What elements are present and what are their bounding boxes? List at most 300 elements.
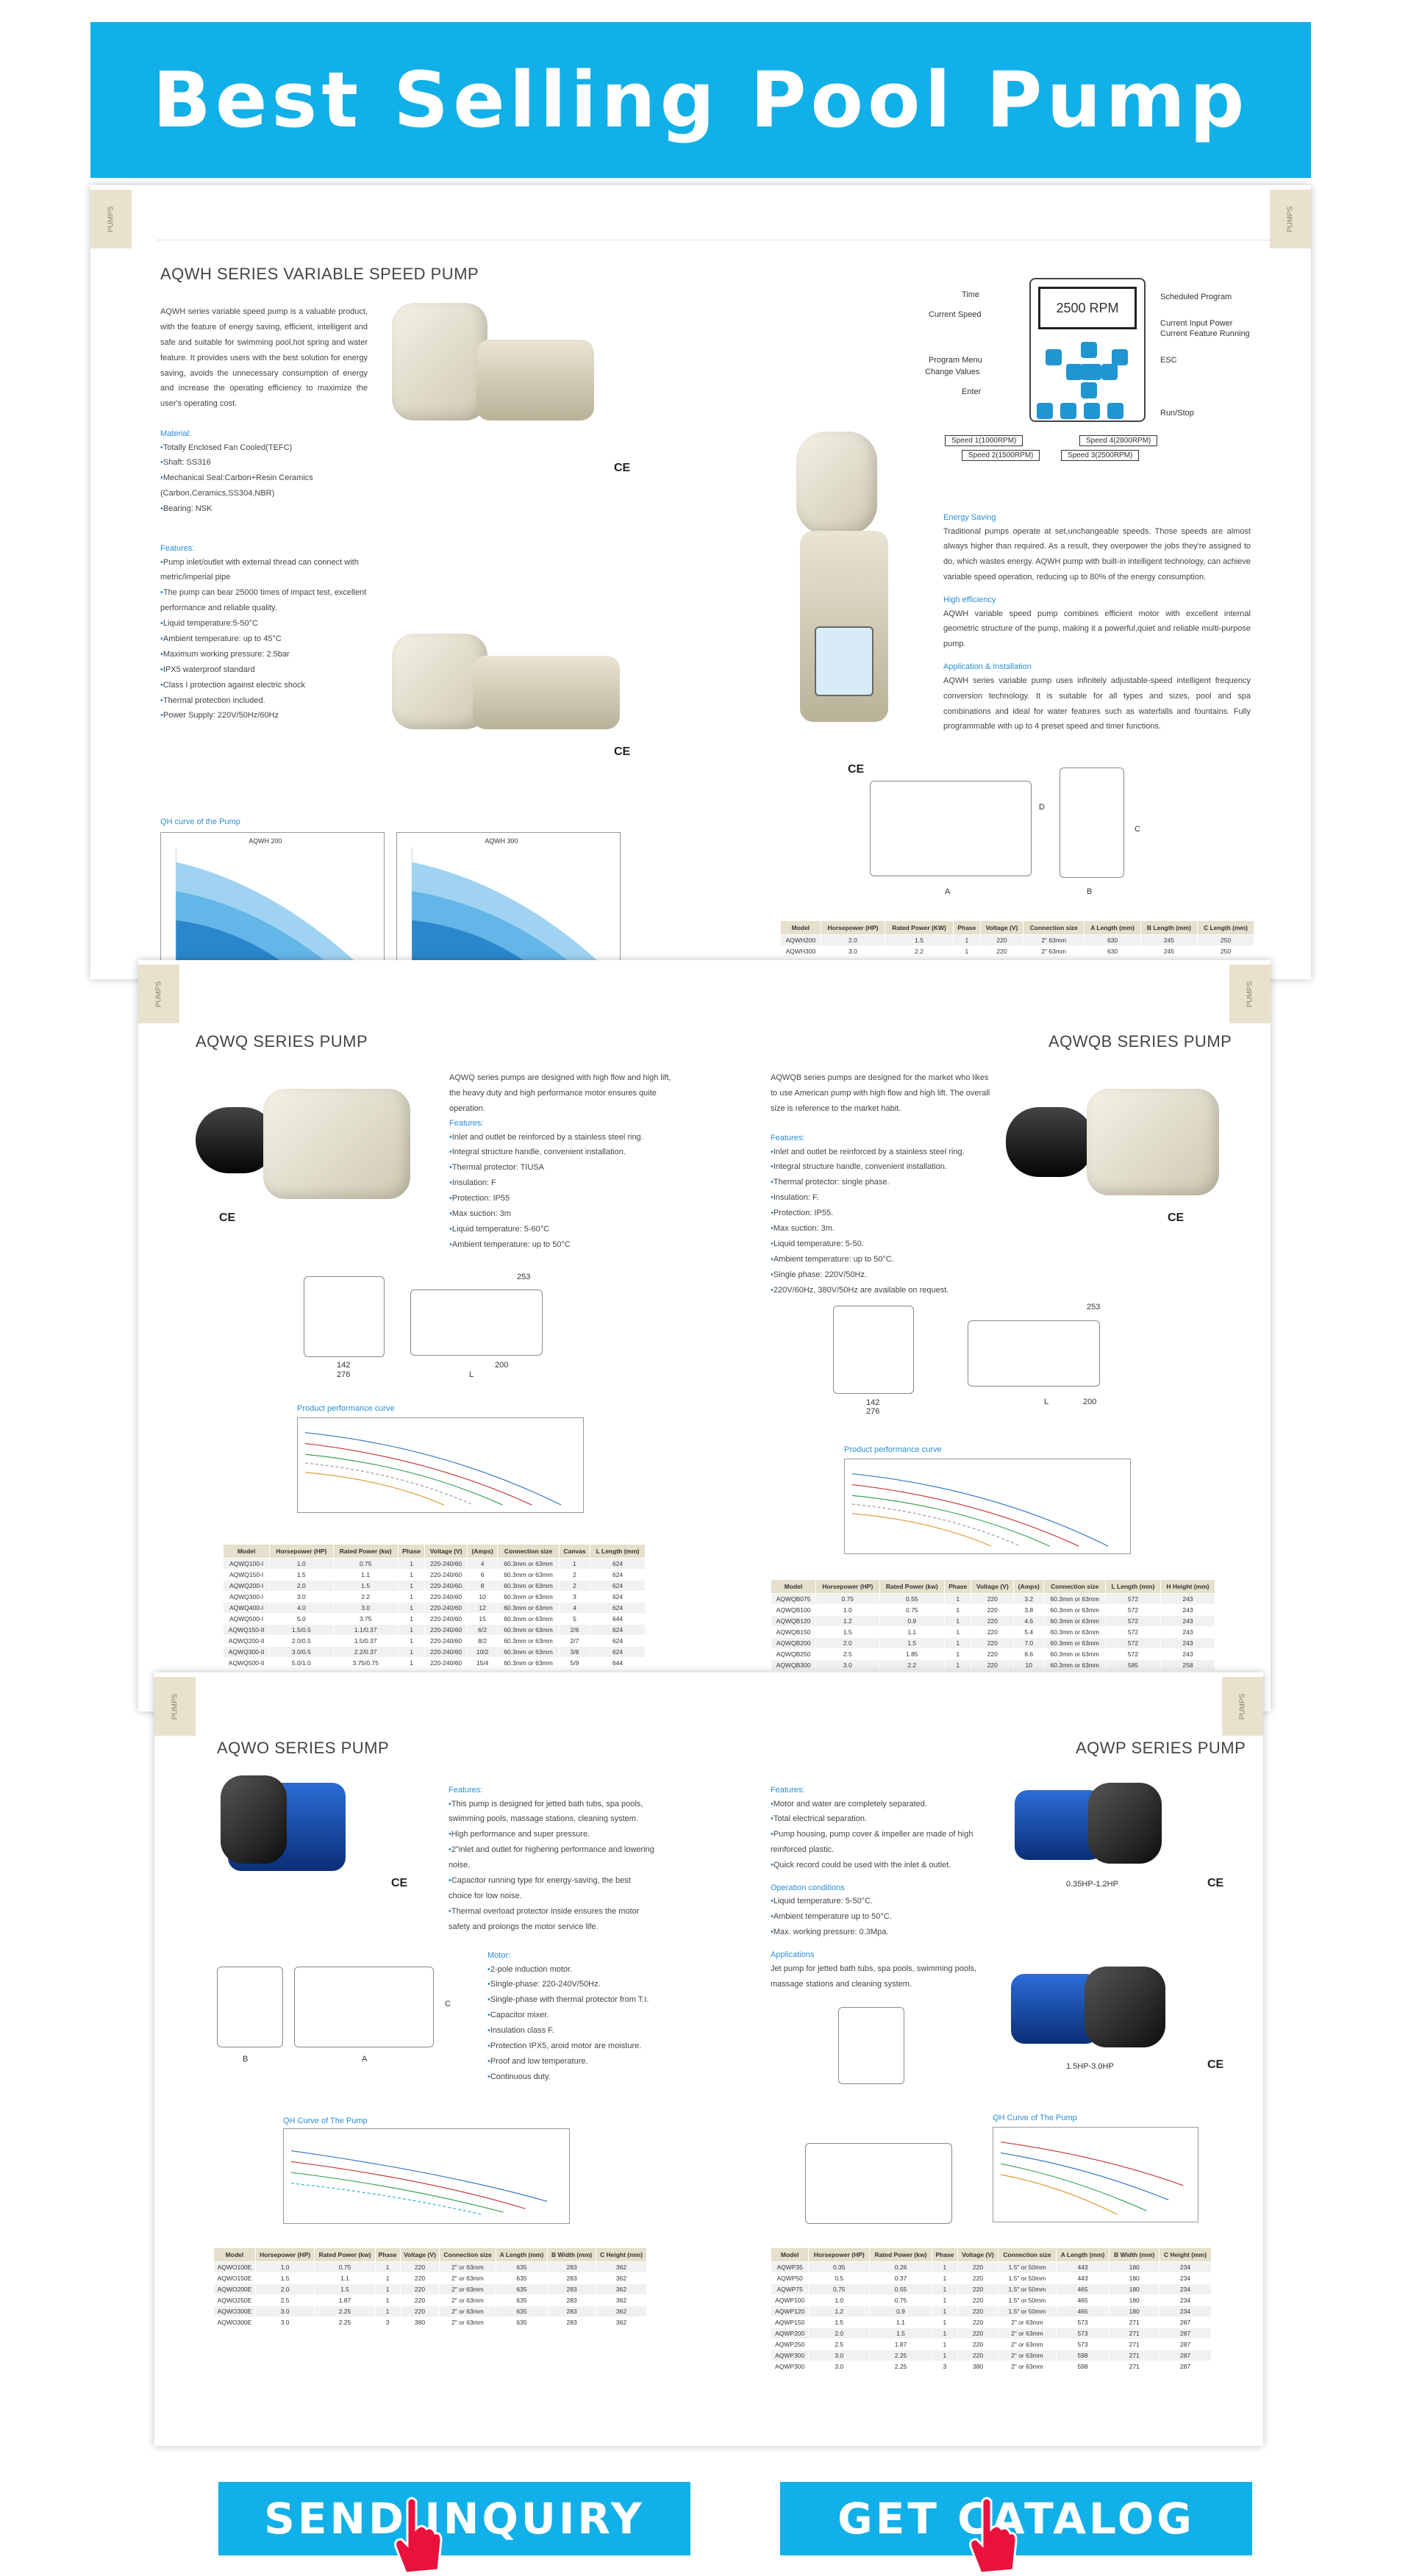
section-title-right: AQWQB SERIES PUMP — [1048, 1032, 1232, 1051]
table-cell: 624 — [590, 1636, 646, 1647]
aqwqb-drawing-front — [833, 1306, 914, 1394]
curve-label-right: Product performance curve — [844, 1445, 942, 1454]
table-cell: AQWP150 — [771, 2317, 809, 2328]
table-cell: 1.0 — [270, 1559, 333, 1570]
table-cell: 283 — [548, 2317, 596, 2328]
table-header: Model — [781, 921, 821, 935]
table-cell: 243 — [1160, 1638, 1215, 1649]
table-header: Connection size — [440, 2248, 496, 2262]
table-row — [771, 2273, 1212, 2284]
table-cell: 635 — [496, 2306, 548, 2317]
table-cell: 271 — [1110, 2328, 1160, 2339]
table-cell: 635 — [496, 2295, 548, 2306]
table-cell: 465 — [1056, 2284, 1110, 2295]
page-title: Best Selling Pool Pump — [152, 55, 1249, 145]
table-header: Connection size — [1023, 921, 1085, 935]
table-cell: 2 — [559, 1581, 590, 1592]
table-cell: 380 — [957, 2361, 998, 2372]
table-header: Model — [771, 2248, 809, 2262]
table-cell: 0.75 — [870, 2295, 932, 2306]
ce-mark: CE — [848, 763, 865, 776]
table-cell: 1.5/0.37 — [333, 1636, 398, 1647]
table-cell: 3.0 — [255, 2317, 314, 2328]
features-block: Features: • Pump inlet/outlet with external thread can connect with metric/imperial pipe • The pump can bear 25000 times of impact test, excellent performance and reliable quality. • Liquid temperature:5-50°C • Ambient temperature: up to 45°C • Maximum working pressure: 2.5bar • IPX5 waterproof standard • Class I protection against electric shock • Thermal protection included. • Power Supply: 220V/50Hz/60Hz — [160, 534, 368, 723]
caption-large: 1.5HP-3.0HP — [1066, 2062, 1114, 2071]
table-cell: 1 — [945, 1605, 971, 1616]
table-cell: 243 — [1160, 1594, 1215, 1605]
table-cell: 0.75 — [809, 2284, 870, 2295]
table-cell: 1 — [932, 2262, 957, 2273]
table-cell: 1 — [945, 1638, 971, 1649]
table-header: Voltage (V) — [957, 2248, 998, 2262]
table-header: L Length (mm) — [1106, 1580, 1161, 1594]
table-row — [214, 2262, 647, 2273]
table-header: Phase — [375, 2248, 400, 2262]
table-cell: 3.0 — [809, 2361, 870, 2372]
table-cell: 2/6 — [559, 1625, 590, 1636]
table-cell: AQWH200 — [781, 935, 821, 946]
table-cell: 220-240/60 — [425, 1625, 468, 1636]
aqwo-drawing-side — [294, 1967, 434, 2047]
table-cell: 271 — [1110, 2350, 1160, 2361]
vs-pump-panel — [815, 626, 873, 696]
table-cell: 3 — [559, 1592, 590, 1603]
table-cell: 1.5 — [333, 1581, 398, 1592]
table-cell: AQWP300 — [771, 2361, 809, 2372]
table-header: C Height (mm) — [1160, 2248, 1212, 2262]
table-row — [224, 1603, 646, 1614]
table-cell: 60.3mm or 63mm — [498, 1647, 560, 1658]
table-cell: 180 — [1110, 2262, 1160, 2273]
table-cell: AQWQB300 — [771, 1660, 816, 1671]
chart-title: AQWH 200 — [249, 837, 282, 845]
table-cell: 2.0 — [821, 935, 885, 946]
table-header: Model — [224, 1545, 270, 1559]
table-cell: 1 — [375, 2284, 400, 2295]
table-cell: 60.3mm or 63mm — [1044, 1627, 1106, 1638]
ce-mark: CE — [1207, 2058, 1224, 2071]
table-cell: 220 — [957, 2339, 998, 2350]
table-cell: 271 — [1110, 2361, 1160, 2372]
aqwo-pump-housing — [221, 1775, 287, 1864]
table-row — [771, 1649, 1215, 1660]
table-cell: 220 — [400, 2284, 440, 2295]
table-cell: AQWQB120 — [771, 1616, 816, 1627]
table-cell: AQWQ200-I — [224, 1581, 270, 1592]
table-row — [771, 1616, 1215, 1627]
table-cell: 2" or 63mm — [998, 2350, 1057, 2361]
table-cell: 1.1 — [870, 2317, 932, 2328]
dimension-drawing-front — [1060, 768, 1124, 878]
aqwp-spec-table — [771, 2247, 1212, 2372]
table-cell: 243 — [1160, 1649, 1215, 1660]
table-row — [771, 2339, 1212, 2350]
table-cell: 1 — [398, 1614, 424, 1625]
table-cell: 243 — [1160, 1605, 1215, 1616]
table-header: Horsepower (HP) — [270, 1545, 333, 1559]
table-cell: 60.3mm or 63mm — [498, 1625, 560, 1636]
table-cell: 220 — [971, 1605, 1014, 1616]
table-cell: 220 — [400, 2262, 440, 2273]
table-cell: AQWQ150-II — [224, 1625, 270, 1636]
table-row — [771, 1594, 1215, 1605]
table-cell: 4 — [559, 1603, 590, 1614]
motor-block: Motor: • 2-pole induction motor. • Single-phase: 220-240V/50Hz. • Single-phase with thermal protector from T.I. • Capacitor mixer. • Insulation class F. • Protection IPX5, aroid motor are moisture. • Proof and low temperature. • Continuous duty. — [487, 1941, 664, 2085]
table-cell: 624 — [590, 1592, 646, 1603]
table-header: L Length (mm) — [590, 1545, 646, 1559]
table-cell: 60.3mm or 63mm — [1044, 1616, 1106, 1627]
table-row — [224, 1647, 646, 1658]
qh-curve-label-right: QH Curve of The Pump — [993, 2114, 1077, 2122]
table-cell: 1 — [398, 1603, 424, 1614]
aqwq-intro: AQWQ series pumps are designed with high flow and high lift, the heavy duty and high performance motor ensures quite operation. — [449, 1073, 671, 1113]
table-cell: 60.3mm or 63mm — [1044, 1649, 1106, 1660]
table-cell: 220 — [957, 2317, 998, 2328]
table-cell: 220-240/60 — [425, 1581, 468, 1592]
aqwq-pump-image — [263, 1089, 410, 1199]
table-cell: 1.5" or 50mm — [998, 2295, 1057, 2306]
table-row — [214, 2273, 647, 2284]
table-row — [781, 935, 1254, 946]
energy-block: Energy Saving Traditional pumps operate at set,unchangeable speeds. Those speeds are almost always higher than required. As a result, they overpower the jobs they're assigned to do, which wastes energy. AQWH pump with built-in intelligent technology, can achieve variable speed operation, reducing up to 80% of the energy consumption. High efficiency AQWH variable speed pump combines efficient motor with excellent internal geometric structure of the pump, making it a powerful,quiet and reliable multi-purpose pump. Application & Installation AQWH series variable pump uses infinitely adjustable-speed intelligent frequency conversion technology. It is suitable for all types and sizes, pool and spa combinations and ideal for water features such as waterfalls and fountains. Fully programmable with up to 4 preset speed and timer functions. — [943, 513, 1251, 731]
table-cell: 1.87 — [870, 2339, 932, 2350]
table-cell: AQWO100E — [214, 2262, 256, 2273]
table-cell: 2" 63mm — [1023, 935, 1085, 946]
table-cell: 2 — [559, 1570, 590, 1581]
table-cell: 1.5 — [809, 2317, 870, 2328]
aqwq-spec-table — [223, 1544, 646, 1669]
table-cell: 180 — [1110, 2284, 1160, 2295]
aqwqb-curve-chart — [844, 1459, 1131, 1554]
table-cell: 2.0 — [809, 2328, 870, 2339]
table-cell: AQWH300 — [781, 946, 821, 957]
table-header: A Length (mm) — [1085, 921, 1141, 935]
table-header: Phase — [398, 1545, 424, 1559]
table-cell: AQWQ100-I — [224, 1559, 270, 1570]
table-header: Voltage (V) — [400, 2248, 440, 2262]
table-cell: 1.5 — [870, 2328, 932, 2339]
table-cell: AQWP35 — [771, 2262, 809, 2273]
table-cell: 624 — [590, 1559, 646, 1570]
table-cell: AQWP75 — [771, 2284, 809, 2295]
table-cell: 1 — [953, 935, 980, 946]
table-cell: 624 — [590, 1581, 646, 1592]
table-row — [781, 946, 1254, 957]
table-header: Rated Power (kw) — [333, 1545, 398, 1559]
table-cell: 3.0 — [809, 2350, 870, 2361]
table-cell: 287 — [1160, 2339, 1212, 2350]
table-cell: 2.0 — [255, 2284, 314, 2295]
table-header: Model — [771, 1580, 816, 1594]
table-cell: 15/4 — [467, 1658, 497, 1669]
table-header: Horsepower (HP) — [821, 921, 885, 935]
table-cell: 10 — [467, 1592, 497, 1603]
table-cell: 624 — [590, 1570, 646, 1581]
table-cell: 624 — [590, 1603, 646, 1614]
table-cell: 1 — [932, 2273, 957, 2284]
ce-mark: CE — [391, 1877, 408, 1889]
qh-chart-aqwh200 — [160, 832, 385, 976]
table-cell: 465 — [1056, 2295, 1110, 2306]
table-cell: 60.3mm or 63mm — [498, 1614, 560, 1625]
table-header: Rated Power (KW) — [885, 921, 954, 935]
table-cell: 0.55 — [870, 2284, 932, 2295]
table-cell: 3/8 — [559, 1647, 590, 1658]
aqwqb-intro: AQWQB series pumps are designed for the market who likes to use American pump with high flow and high lift. The overall size is reference to the market habit. — [771, 1073, 990, 1113]
aqwqb-motor — [1006, 1107, 1094, 1177]
table-cell: 3.0 — [270, 1592, 333, 1603]
table-cell: 2.5 — [809, 2339, 870, 2350]
table-header: Model — [214, 2248, 256, 2262]
rpm-display: 2500 RPM — [1038, 287, 1137, 329]
table-cell: 2.0 — [270, 1581, 333, 1592]
table-cell: 3.2 — [1014, 1594, 1044, 1605]
table-cell: 2" or 63mm — [998, 2361, 1057, 2372]
table-row — [771, 1660, 1215, 1671]
table-cell: 258 — [1160, 1660, 1215, 1671]
table-header: Voltage (V) — [425, 1545, 468, 1559]
table-cell: 1.1 — [879, 1627, 945, 1638]
table-cell: 287 — [1160, 2350, 1212, 2361]
table-cell: 220 — [971, 1660, 1014, 1671]
table-cell: 220 — [400, 2273, 440, 2284]
table-cell: 220 — [957, 2350, 998, 2361]
table-cell: 3.0 — [816, 1660, 879, 1671]
table-header: C Height (mm) — [596, 2248, 647, 2262]
table-cell: 362 — [596, 2273, 647, 2284]
table-cell: 220 — [971, 1627, 1014, 1638]
table-cell: 1 — [398, 1559, 424, 1570]
aqwp-pump-small-housing — [1088, 1783, 1162, 1864]
table-cell: 60.3mm or 63mm — [1044, 1660, 1106, 1671]
table-cell: 1 — [945, 1660, 971, 1671]
table-cell: 234 — [1160, 2295, 1212, 2306]
vs-pump-image — [796, 432, 877, 534]
table-cell: AQWP300 — [771, 2350, 809, 2361]
table-cell: 243 — [1160, 1616, 1215, 1627]
table-cell: 60.3mm or 63mm — [1044, 1594, 1106, 1605]
table-cell: AQWQ200-II — [224, 1636, 270, 1647]
table-cell: 1 — [945, 1627, 971, 1638]
section-title-left: AQWO SERIES PUMP — [217, 1739, 390, 1757]
send-inquiry-button[interactable]: SEND INQUIRY — [218, 2482, 690, 2555]
table-cell: 1.5" or 50mm — [998, 2284, 1057, 2295]
table-header: Canvas — [559, 1545, 590, 1559]
table-cell: 624 — [590, 1647, 646, 1658]
table-row — [224, 1625, 646, 1636]
table-cell: 287 — [1160, 2328, 1212, 2339]
table-cell: AQWO300E — [214, 2306, 256, 2317]
table-cell: 1 — [932, 2284, 957, 2295]
pump-motor-1 — [476, 340, 594, 421]
qh-curve-label-left: QH Curve of The Pump — [283, 2117, 368, 2125]
table-row — [224, 1581, 646, 1592]
table-row — [224, 1614, 646, 1625]
table-cell: 1.1/0.37 — [333, 1625, 398, 1636]
ce-mark: CE — [614, 745, 631, 758]
table-cell: 2/7 — [559, 1636, 590, 1647]
table-cell: 0.35 — [809, 2262, 870, 2273]
table-cell: 1.85 — [879, 1649, 945, 1660]
table-cell: 2.0/0.5 — [270, 1636, 333, 1647]
table-cell: 0.75 — [333, 1559, 398, 1570]
table-cell: 2" or 63mm — [440, 2295, 496, 2306]
table-row — [771, 2295, 1212, 2306]
ce-mark: CE — [1207, 1877, 1224, 1889]
table-cell: 220-240/60 — [425, 1559, 468, 1570]
aqwo-spec-table — [213, 2247, 647, 2328]
table-cell: 60.3mm or 63mm — [498, 1592, 560, 1603]
table-header: Phase — [945, 1580, 971, 1594]
table-cell: 0.75 — [816, 1594, 879, 1605]
table-cell: 234 — [1160, 2262, 1212, 2273]
page-tab-right: PUMPS — [1222, 1677, 1263, 1736]
table-cell: 443 — [1056, 2273, 1110, 2284]
table-cell: 2" or 63mm — [440, 2317, 496, 2328]
ce-mark: CE — [1168, 1212, 1185, 1224]
table-cell: 0.55 — [879, 1594, 945, 1605]
table-cell: 283 — [548, 2262, 596, 2273]
table-cell: 1.1 — [315, 2273, 375, 2284]
table-row — [771, 2350, 1212, 2361]
table-cell: 2" or 63mm — [998, 2339, 1057, 2350]
aqwqb-spec-table — [771, 1579, 1215, 1671]
table-header: Voltage (V) — [980, 921, 1023, 935]
page-tab-right: PUMPS — [1229, 965, 1271, 1023]
page-tab-right: PUMPS — [1270, 190, 1311, 248]
table-cell: AQWP100 — [771, 2295, 809, 2306]
aqwq-features: Features: • Inlet and outlet be reinforced by a stainless steel ring. • Integral structure handle, convenient installation. • Thermal protector: TIUSA • Insulation: F • Protection: IP55 • Max suction: 3m • Liquid temperature: 5-60°C • Ambient temperature: up to 50°C — [449, 1109, 671, 1253]
table-cell: 283 — [548, 2295, 596, 2306]
table-cell: 60.3mm or 63mm — [498, 1658, 560, 1669]
table-cell: 8.6 — [1014, 1649, 1044, 1660]
page-tab-left: PUMPS — [90, 190, 132, 248]
table-cell: 5.0/1.0 — [270, 1658, 333, 1669]
table-cell: 1 — [398, 1625, 424, 1636]
table-cell: 12 — [467, 1603, 497, 1614]
table-cell: 220 — [980, 935, 1023, 946]
table-cell: 180 — [1110, 2306, 1160, 2317]
aqwq-drawing-side — [410, 1289, 543, 1356]
table-cell: AQWP120 — [771, 2306, 809, 2317]
table-cell: 1.0 — [809, 2295, 870, 2306]
table-cell: 4.6 — [1014, 1616, 1044, 1627]
table-cell: 3.0 — [255, 2306, 314, 2317]
table-cell: 220-240/60 — [425, 1647, 468, 1658]
table-cell: 243 — [1160, 1627, 1215, 1638]
table-cell: 1.5" or 50mm — [998, 2262, 1057, 2273]
table-header: Phase — [932, 2248, 957, 2262]
table-cell: 220 — [971, 1594, 1014, 1605]
table-cell: AQWP250 — [771, 2339, 809, 2350]
table-cell: 60.3mm or 63mm — [498, 1559, 560, 1570]
table-header: Rated Power (kw) — [315, 2248, 375, 2262]
table-cell: 2.25 — [870, 2361, 932, 2372]
control-panel-diagram — [1029, 278, 1146, 422]
table-row — [771, 1638, 1215, 1649]
aqwp-drawing-front — [838, 2007, 904, 2084]
table-cell: 3.0 — [821, 946, 885, 957]
table-cell: 220-240/60 — [425, 1658, 468, 1669]
table-row — [771, 2328, 1212, 2339]
table-cell: 220-240/60 — [425, 1603, 468, 1614]
get-catalog-button[interactable]: GET CATALOG — [780, 2482, 1252, 2555]
table-cell: 271 — [1110, 2339, 1160, 2350]
table-cell: 1.5 — [270, 1570, 333, 1581]
table-header: C Length (mm) — [1197, 921, 1254, 935]
table-cell: 220 — [971, 1616, 1014, 1627]
table-cell: 644 — [590, 1658, 646, 1669]
table-header: A Length (mm) — [1056, 2248, 1110, 2262]
table-cell: 572 — [1106, 1638, 1161, 1649]
table-cell: 60.3mm or 63mm — [498, 1603, 560, 1614]
pointer-hand-icon — [390, 2494, 443, 2576]
table-cell: AQWO250E — [214, 2295, 256, 2306]
table-cell: 572 — [1106, 1605, 1161, 1616]
table-cell: AQWQB100 — [771, 1605, 816, 1616]
table-cell: 234 — [1160, 2306, 1212, 2317]
table-cell: 283 — [548, 2284, 596, 2295]
aqwq-drawing-front — [304, 1276, 385, 1357]
pump-image-1 — [392, 303, 487, 421]
dimension-drawing-side — [870, 781, 1032, 876]
table-cell: 220 — [980, 946, 1023, 957]
table-header: Voltage (V) — [971, 1580, 1014, 1594]
table-cell: 2.2 — [879, 1660, 945, 1671]
table-cell: 3 — [932, 2361, 957, 2372]
table-cell: 4.0 — [270, 1603, 333, 1614]
pointer-hand-icon — [965, 2494, 1018, 2576]
table-cell: 635 — [496, 2284, 548, 2295]
header-banner — [90, 22, 1311, 178]
table-cell: 60.3mm or 63mm — [1044, 1605, 1106, 1616]
table-cell: 271 — [1110, 2317, 1160, 2328]
table-cell: 1.5 — [255, 2273, 314, 2284]
table-cell: 245 — [1140, 946, 1197, 957]
table-cell: AQWO300E — [214, 2317, 256, 2328]
table-cell: AQWQB150 — [771, 1627, 816, 1638]
page-tab-left: PUMPS — [138, 965, 179, 1023]
table-cell: 60.3mm or 63mm — [498, 1636, 560, 1647]
ce-mark: CE — [219, 1212, 236, 1224]
table-cell: 644 — [590, 1614, 646, 1625]
table-cell: 6 — [467, 1570, 497, 1581]
table-cell: 1.5 — [879, 1638, 945, 1649]
table-cell: 7.0 — [1014, 1638, 1044, 1649]
table-cell: 1 — [375, 2262, 400, 2273]
table-cell: 10 — [1014, 1660, 1044, 1671]
table-cell: 3.75 — [333, 1614, 398, 1625]
table-cell: 60.3mm or 63mm — [498, 1581, 560, 1592]
table-cell: 362 — [596, 2306, 647, 2317]
table-cell: 220 — [971, 1649, 1014, 1660]
table-row — [771, 2284, 1212, 2295]
table-cell: 1.0 — [255, 2262, 314, 2273]
section-title-right: AQWP SERIES PUMP — [1076, 1739, 1246, 1757]
table-cell: 220 — [957, 2284, 998, 2295]
table-cell: 585 — [1106, 1660, 1161, 1671]
table-cell: 572 — [1106, 1616, 1161, 1627]
table-cell: AQWP200 — [771, 2328, 809, 2339]
table-cell: 2" or 63mm — [998, 2328, 1057, 2339]
catalog-page-aqwh: PUMPS PUMPS AQWH SERIES VARIABLE SPEED PUMP AQWH series variable speed pump is a valuable product, with the feature of energy saving, efficient, intelligent and safe and suitable for swimming pool,hot spring and water feature. It provides users with the best solution for energy saving, avoids the unnecessary consumption of energy and increase the operating efficiency to maximize the user's operating cost. Material: • Totally Enclosed Fan Cooled(TEFC) • Shaft: SS316 • Mechanical Seal:Carbon+Resin Ceramics (Carbon,Ceramics,SS304,NBR) • Bearing: NSK Features: • Pump inlet/outlet with external thread can connect with metric/imperial pipe • The pump can bear 25000 times of impact test, excellent performance and reliable quality. • Liquid temperature:5-50°C • Ambient temperature: up to 45°C • Maximum working pressure: 2.5bar • IPX5 waterproof standard • Class I protection against electric shock • Thermal protection included. • Power Supply: 220V/50Hz/60Hz CE CE QH curve of the Pump AQWH 200 AQWH 300 2500 RPM Time Current Speed Program Menu Change Values Enter Scheduled Program Current Input Power Current Feature Running ESC Run/Stop Speed 1(1000RPM) Speed 2(1500RPM) Speed 3(2500RPM) Speed 4(2800RPM) CE Energy Saving Traditional pumps operate at set,unchangeable speeds. Those speeds are almost always higher than required. As a result, they overpower the jobs they're assigned to do, which wastes energy. AQWH pump with built-in intelligent technology, can achieve variable speed operation, reducing up to 80% of the energy consumption. High efficiency AQWH variable speed pump combines efficient motor with excellent internal geometric structure of the pump, making it a powerful,quiet and reliable multi-purpose pump. Application & Installation AQWH series variable pump uses infinitely adjustable-speed intelligent frequency conversion technology. It is suitable for all types and sizes, pool and spa combinations and ideal for water features such as waterfalls and fountains. Fully programmable with up to 4 preset speed and timer functions. A B C D Model Horsepower (HP) Rated Power (KW) Phase Voltage (V) Connection size A Length (mm) B Length (mm) C Length (mm) AQWH200 2.0 1.5 1 220 2" 63mm 630 245 250 AQWH300 3.0 2.2 1 220 2" 63mm 630 245 250 — [90, 185, 1311, 979]
table-cell: 287 — [1160, 2317, 1212, 2328]
table-cell: 3.8 — [1014, 1605, 1044, 1616]
table-cell: 180 — [1110, 2295, 1160, 2306]
table-cell: 362 — [596, 2262, 647, 2273]
table-cell: 2.25 — [315, 2306, 375, 2317]
table-cell: 0.75 — [315, 2262, 375, 2273]
